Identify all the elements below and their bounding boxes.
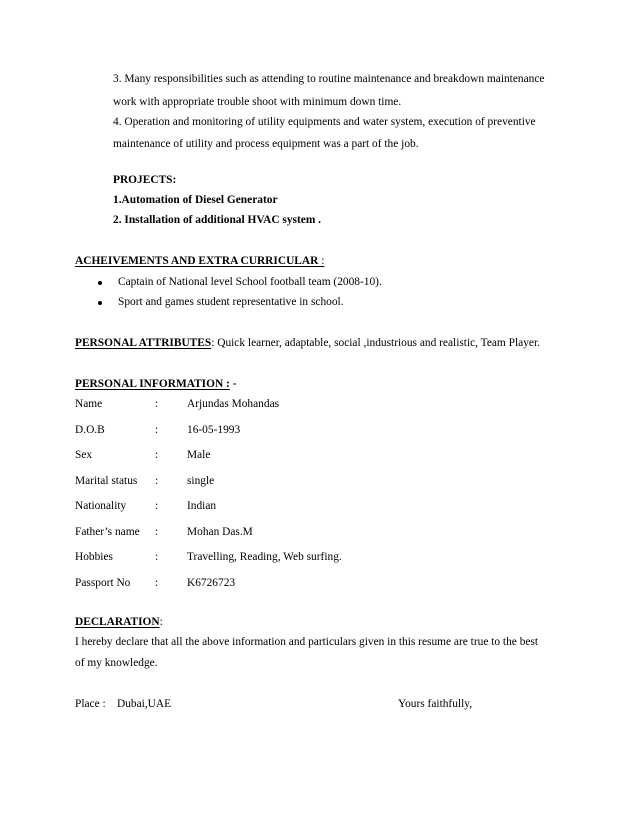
achievement-item: Sport and games student representative in school. <box>118 296 344 308</box>
info-value: single <box>187 475 215 487</box>
info-separator: : <box>155 475 159 487</box>
project-item: 2. Installation of additional HVAC system . <box>113 214 322 226</box>
personal-info-heading-suffix: - <box>229 378 237 390</box>
project-item: 1.Automation of Diesel Generator <box>113 194 278 206</box>
info-label: Marital status <box>75 475 138 487</box>
info-separator: : <box>155 577 159 589</box>
info-label: Sex <box>75 449 93 461</box>
place-label: Place : <box>75 698 106 710</box>
info-label: D.O.B <box>75 424 105 436</box>
info-separator: : <box>155 526 159 538</box>
info-value: K6726723 <box>187 577 236 589</box>
achievements-heading-suffix: : <box>318 255 325 267</box>
achievements-heading-line <box>75 256 324 267</box>
declaration-heading-line <box>75 617 163 628</box>
declaration-text-line1: I hereby declare that all the above information and particulars given in this resume are true to the best <box>75 636 539 648</box>
bullet-icon <box>98 281 102 285</box>
declaration-heading-suffix: : <box>159 616 163 628</box>
info-label: Father’s name <box>75 526 140 538</box>
responsibility-3-line1: 3. Many responsibilities such as attending to routine maintenance and breakdown maintenance <box>113 73 545 85</box>
attributes-line <box>75 338 540 349</box>
attributes-heading: PERSONAL ATTRIBUTES <box>75 337 212 349</box>
info-value: Arjundas Mohandas <box>187 398 280 410</box>
info-separator: : <box>155 551 159 563</box>
responsibility-4-line1: 4. Operation and monitoring of utility equipments and water system, execution of preventive <box>113 116 536 128</box>
info-value: Travelling, Reading, Web surfing. <box>187 551 342 563</box>
info-separator: : <box>155 398 159 410</box>
place-value: Dubai,UAE <box>117 698 172 710</box>
info-label: Passport No <box>75 577 131 589</box>
info-label: Hobbies <box>75 551 113 563</box>
projects-heading: PROJECTS: <box>113 174 177 186</box>
personal-info-heading: PERSONAL INFORMATION : <box>75 378 230 390</box>
achievements-heading: ACHEIVEMENTS AND EXTRA CURRICULAR <box>75 255 319 267</box>
attributes-text: : Quick learner, adaptable, social ,industrious and realistic, Team Player. <box>211 337 540 349</box>
info-value: Male <box>187 449 211 461</box>
declaration-text-line2: of my knowledge. <box>75 657 158 669</box>
declaration-heading: DECLARATION <box>75 616 160 628</box>
info-separator: : <box>155 500 159 512</box>
info-separator: : <box>155 449 159 461</box>
closing-text: Yours faithfully, <box>398 698 473 710</box>
responsibility-4-line2: maintenance of utility and process equipment was a part of the job. <box>113 138 419 150</box>
info-label: Nationality <box>75 500 127 512</box>
info-label: Name <box>75 398 103 410</box>
personal-info-heading-line <box>75 379 237 390</box>
bullet-icon <box>98 301 102 305</box>
info-value: 16-05-1993 <box>187 424 241 436</box>
info-value: Indian <box>187 500 217 512</box>
achievement-item: Captain of National level School football team (2008-10). <box>118 276 382 288</box>
info-value: Mohan Das.M <box>187 526 253 538</box>
responsibility-3-line2: work with appropriate trouble shoot with minimum down time. <box>113 96 402 108</box>
info-separator: : <box>155 424 159 436</box>
